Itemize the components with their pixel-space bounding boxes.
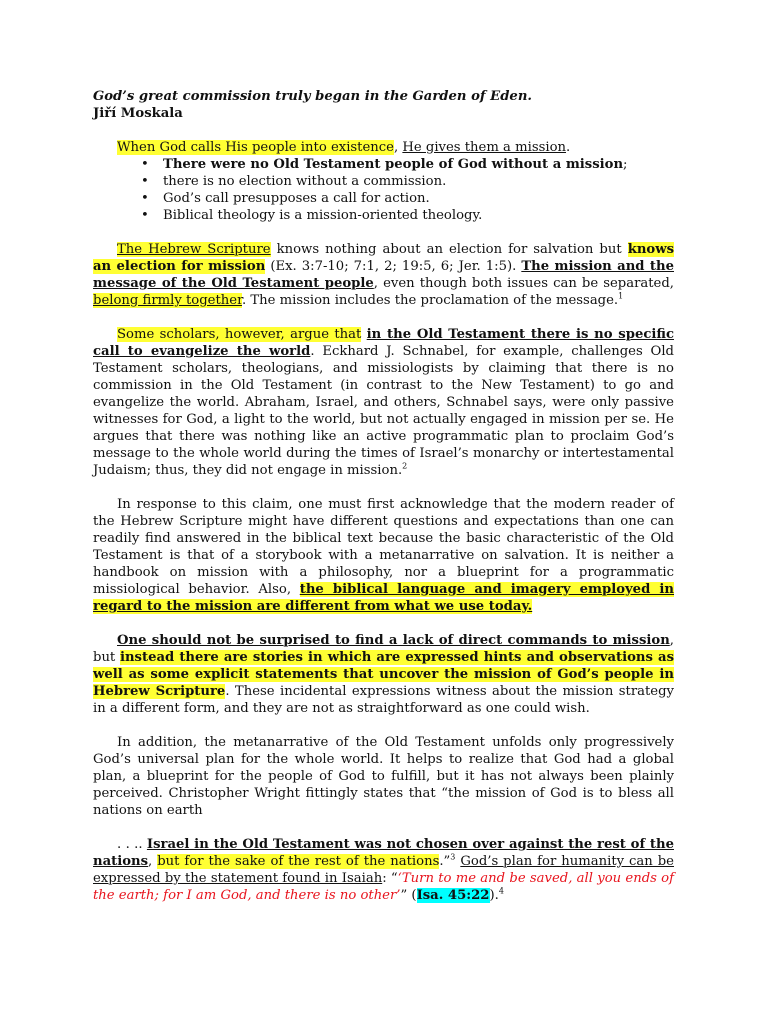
scripture-reference: Isa. 45:22 — [416, 888, 490, 903]
paragraph-quote: . . .. Israel in the Old Testament was not chosen over against the rest of the nations, but for the sake of the rest of the nations.”$^3$ God’s plan for humanity can be expressed by the statement found in Isaiah: “‘Turn to me and be saved, all you ends of the earth; for I am God, and there is no other’” (Isa. 45:22).$^4$ — [93, 837, 674, 903]
intro-paragraph: When God calls His people into existence, He gives them a mission. — [117, 140, 571, 155]
footnote-ref: 2 — [402, 461, 408, 471]
document-body — [93, 88, 674, 904]
footnote-ref: 1 — [618, 291, 624, 301]
highlight: When God calls His people into existence — [117, 140, 394, 155]
underlined-text: He gives them a mission — [402, 140, 567, 155]
scripture-quote: ‘Turn to me and be saved, all you ends of the earth; for I am God, and there is no other’ — [93, 871, 674, 903]
paragraph-election: The Hebrew Scripture knows nothing about an election for salvation but knows an election for mission (Ex. 3:7-10; 7:1, 2; 19:5, 6; Jer. 1:5). The mission and the message of the Old Testament people, even though both issues can be separated, belong firmly together. The mission includes the proclamation of the message.$^1$ — [93, 242, 675, 308]
footnote-ref: 4 — [498, 886, 504, 896]
footnote-ref: 3 — [450, 852, 456, 862]
list-item: • Biblical theology is a mission-oriented theology. — [163, 207, 674, 224]
paragraph-response: In response to this claim, one must first acknowledge that the modern reader of the Hebrew Scripture might have different questions and expectations than one can readily find answered in the biblical text because the basic characteristic of the Old Testament is that of a storybook with a metanarrative on salvation. It is neither a handbook on mission with a philosophy, nor a blueprint for a programmatic missiological behavior. Also, the biblical language and imagery employed in regard to the mission are different from what we use today. — [93, 497, 675, 614]
list-item: • God’s call presupposes a call for action. — [163, 190, 674, 207]
list-item: • there is no election without a commission. — [163, 173, 674, 190]
bullet-list — [93, 156, 674, 224]
paragraph-metanarrative: In addition, the metanarrative of the Old Testament unfolds only progressively God’s universal plan for the whole world. It helps to realize that God had a global plan, a blueprint for the people of God to fulfill, but it has not always been plainly perceived. Christopher Wright fittingly states that “the mission of God is to bless all nations on earth — [93, 735, 674, 818]
list-item: • There were no Old Testament people of God without a mission; — [163, 156, 674, 173]
author-name: Jiří Moskala — [93, 106, 183, 121]
document-title: God’s great commission truly began in the Garden of Eden. — [93, 89, 532, 104]
paragraph-scholars: Some scholars, however, argue that in the Old Testament there is no specific call to evangelize the world. Eckhard J. Schnabel, for example, challenges Old Testament scholars, theologians, and missiologists by claiming that there is no commission in the Old Testament (in contrast to the New Testament) to go and evangelize the world. Abraham, Israel, and others, Schnabel says, were only passive witnesses for God, a light to the world, but not actually engaged in mission per se. He argues that there was nothing like an active programmatic plan to proclaim God’s message to the whole world during the times of Israel’s monarchy or intertestamental Judaism; thus, they did not engage in mission.$^2$ — [93, 327, 674, 478]
paragraph-commands: One should not be surprised to find a lack of direct commands to mission, but instead there are stories in which are expressed hints and observations as well as some explicit statements that uncover the mission of God’s people in Hebrew Scripture. These incidental expressions witness about the mission strategy in a different form, and they are not as straightforward as one could wish. — [93, 633, 675, 716]
